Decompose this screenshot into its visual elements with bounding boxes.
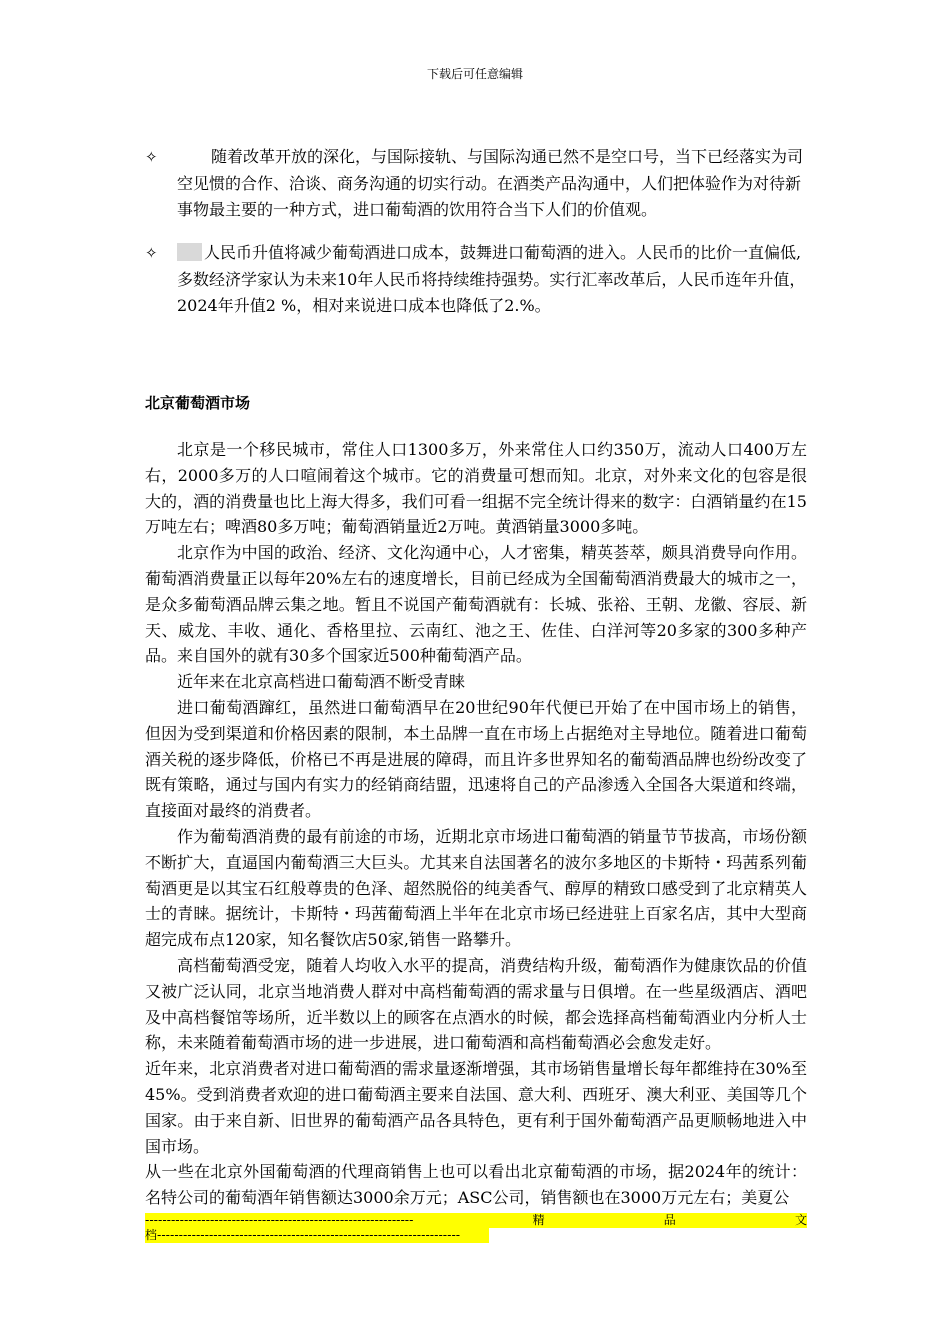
bullet-text-container bbox=[177, 240, 807, 320]
paragraph: 近年来，北京消费者对进口葡萄酒的需求量逐渐增强，其市场销售量增长每年都维持在30%至45%。受到消费者欢迎的进口葡萄酒主要来自法国、意大利、西班牙、澳大利亚、美国等几个国家。由于来自新、旧世界的葡萄酒产品各具特色，更有利于国外葡萄酒产品更顺畅地进入中国市场。 bbox=[145, 1059, 807, 1156]
paragraph: 北京是一个移民城市，常住人口1300多万，外来常住人口约350万，流动人口400万左右，2000多万的人口喧闹着这个城市。它的消费量可想而知。北京，对外来文化的包容是很大的，酒的消费量也比上海大得多，我们可看一组据不完全统计得来的数字：白酒销量约在15万吨左右；啤酒80多万吨；葡萄酒销量近2万吨。黄酒销量3000多吨。 bbox=[145, 440, 807, 537]
highlight-placeholder bbox=[177, 243, 202, 261]
diamond-bullet-icon: ✧ bbox=[145, 148, 158, 166]
diamond-bullet-icon: ✧ bbox=[145, 244, 158, 262]
footer-char: 文 bbox=[794, 1213, 807, 1227]
footer-line-2: 档---------------------------------------------------------------------- bbox=[145, 1228, 489, 1243]
bullet-item bbox=[145, 240, 805, 320]
footer-char: 精 bbox=[532, 1213, 545, 1227]
bullet-text-container bbox=[177, 144, 807, 224]
footer-line bbox=[145, 1213, 807, 1228]
paragraph: 北京作为中国的政治、经济、文化沟通中心，人才密集，精英荟萃，颇具消费导向作用。葡萄酒消费量正以每年20%左右的速度增长，目前已经成为全国葡萄酒消费最大的城市之一，是众多葡萄酒品牌云集之地。暂且不说国产葡萄酒就有：长城、张裕、王朝、龙徽、容辰、新天、威龙、丰收、通化、香格里拉、云南红、池之王、佐佳、白洋河等20多家的300多种产品。来自国外的就有30多个国家近500种葡萄酒产品。 bbox=[145, 543, 807, 666]
paragraph: 进口葡萄酒蹿红，虽然进口葡萄酒早在20世纪90年代便已开始了在中国市场上的销售，但因为受到渠道和价格因素的限制，本土品牌一直在市场上占据绝对主导地位。随着进口葡萄酒关税的逐步降低，价格已不再是进展的障碍，而且许多世界知名的葡萄酒品牌也纷纷改变了既有策略，通过与国内有实力的经销商结盟，迅速将自己的产品渗透入全国各大渠道和终端，直接面对最终的消费者。 bbox=[145, 697, 807, 821]
paragraph: 近年来在北京高档进口葡萄酒不断受青睐 bbox=[177, 672, 466, 692]
bullet-text: 随着改革开放的深化，与国际接轨、与国际沟通已然不是空口号，当下已经落实为司空见惯的合作、洽谈、商务沟通的切实行动。在酒类产品沟通中，人们把体验作为对待新事物最主要的一种方式，进口葡萄酒的饮用符合当下人们的价值观。 bbox=[177, 147, 804, 219]
paragraph: 作为葡萄酒消费的最有前途的市场，近期北京市场进口葡萄酒的销量节节拔高，市场份额不断扩大，直逼国内葡萄酒三大巨头。尤其来自法国著名的波尔多地区的卡斯特・玛茜系列葡萄酒更是以其宝石红般尊贵的色泽、超然脱俗的纯美香气、醇厚的精致口感受到了北京精英人士的青睐。据统计，卡斯特・玛茜葡萄酒上半年在北京市场已经进驻上百家名店，其中大型商超完成布点120家，知名餐饮店50家,销售一路攀升。 bbox=[145, 826, 807, 950]
body-text bbox=[145, 437, 807, 1211]
paragraph: 高档葡萄酒受宠，随着人均收入水平的提高，消费结构升级，葡萄酒作为健康饮品的价值又被广泛认同，北京当地消费人群对中高档葡萄酒的需求量与日俱增。在一些星级酒店、酒吧及中高档餐馆等场所，近半数以上的顾客在点酒水的时候，都会选择高档葡萄酒业内分析人士称，未来随着葡萄酒市场的进一步进展，进口葡萄酒和高档葡萄酒必会愈发走好。 bbox=[145, 955, 807, 1053]
page-header: 下载后可任意编辑 bbox=[426, 67, 523, 81]
section-title: 北京葡萄酒市场 bbox=[145, 394, 251, 412]
bullet-text: 人民币升值将减少葡萄酒进口成本，鼓舞进口葡萄酒的进入。人民币的比价一直偏低,多数经济学家认为未来10年人民币将持续维持强势。实行汇率改革后，人民币连年升值，2024年升值2 %，相对来说进口成本也降低了2.%。 bbox=[177, 243, 806, 315]
footer-char: 品 bbox=[663, 1213, 676, 1227]
footer-band bbox=[145, 1213, 807, 1243]
bullet-item bbox=[145, 144, 805, 224]
footer-dashes: -------------------------------------------------------------- bbox=[145, 1213, 414, 1227]
paragraph: 从一些在北京外国葡萄酒的代理商销售上也可以看出北京葡萄酒的市场，据2024年的统计：名特公司的葡萄酒年销售额达3000余万元；ASC公司，销售额也在3000万元左右；美夏公 bbox=[145, 1162, 807, 1208]
